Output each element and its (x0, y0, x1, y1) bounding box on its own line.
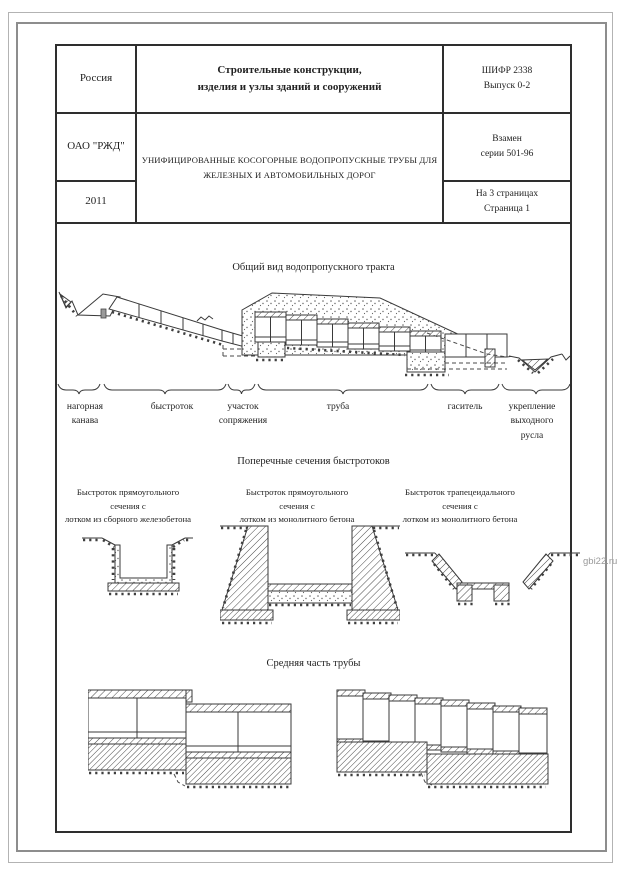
replaces-line2: серии 501-96 (480, 149, 534, 159)
country-label: Россия (79, 72, 113, 85)
cross-section-caption-1: Быстроток прямоугольного сечения с лотком из сборного железобетона (64, 487, 192, 525)
watermark: gbi22.ru (583, 556, 618, 567)
pages-line2: Страница 1 (483, 204, 531, 214)
pages-line1: На 3 страницах (475, 189, 539, 200)
cell-replaces (444, 114, 570, 182)
cell-document-title (137, 114, 444, 222)
code-line1: ШИФР 2338 (481, 66, 533, 77)
code-line2: Выпуск 0-2 (483, 81, 531, 91)
cross-sections-title: Поперечные сечения быстротоков (237, 456, 390, 467)
cross-section-caption-2: Быстроток прямоугольного сечения с лотком из монолитного бетона (239, 487, 355, 525)
title-block-table (57, 46, 570, 224)
cell-pages (444, 182, 570, 222)
organization-label: ОАО "РЖД" (67, 140, 125, 153)
category-line1: Строительные конструкции, (217, 63, 362, 76)
document-title-line2: ЖЕЛЕЗНЫХ И АВТОМОБИЛЬНЫХ ДОРОГ (203, 170, 376, 180)
category-line2: изделия и узлы зданий и сооружений (197, 81, 382, 93)
replaces-line1: Взамен (492, 134, 522, 145)
general-view-title: Общий вид водопропускного тракта (232, 262, 395, 273)
cross-section-drawing-2 (220, 522, 400, 630)
segment-label-outlet: укрепление выходного русла (508, 402, 556, 441)
segment-label-transition: участок сопряжения (218, 402, 268, 427)
segment-label-ditch: нагорная канава (66, 402, 104, 427)
general-view-drawing (57, 283, 570, 398)
middle-part-title: Средняя часть трубы (266, 658, 361, 669)
middle-part-drawing-left (88, 686, 305, 793)
cross-section-drawing-3 (405, 540, 580, 620)
cell-organization (57, 114, 137, 182)
cross-section-caption-3: Быстроток трапецеидального сечения с лотком из монолитного бетона (402, 487, 518, 525)
cell-code (444, 46, 570, 114)
middle-part-drawing-right (335, 680, 570, 800)
segment-label-pipe: труба (326, 402, 350, 412)
cell-year (57, 182, 137, 222)
content-frame (55, 44, 572, 833)
cross-section-drawing-1 (80, 530, 195, 605)
document-title-line1: УНИФИЦИРОВАННЫЕ КОСОГОРНЫЕ ВОДОПРОПУСКНЫЕ ТРУБЫ ДЛЯ (141, 155, 438, 166)
cell-category (137, 46, 444, 114)
cell-country (57, 46, 137, 114)
year-label: 2011 (85, 195, 107, 208)
segment-label-chute: быстроток (150, 402, 194, 412)
segment-label-dissipator: гаситель (447, 402, 483, 412)
